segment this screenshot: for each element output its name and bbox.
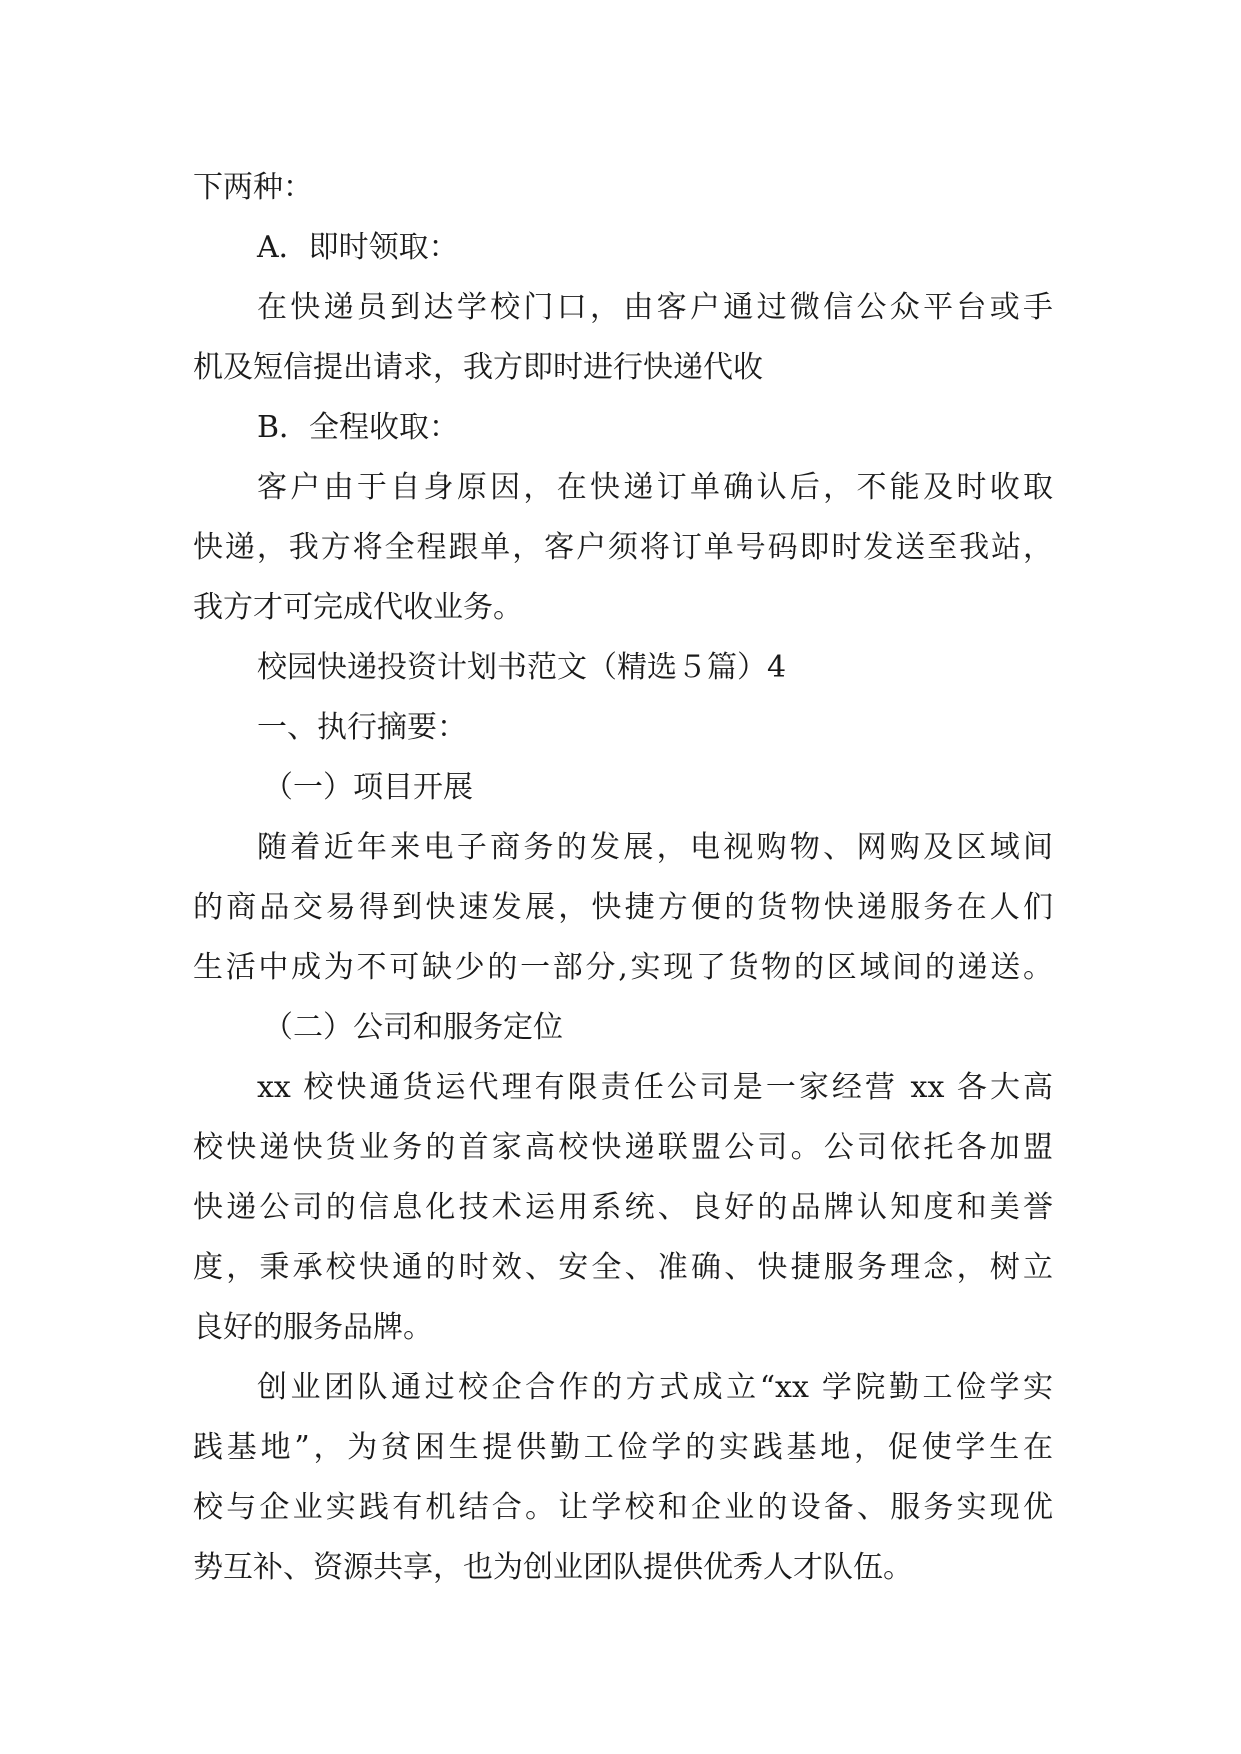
subsection-heading: （二）公司和服务定位: [263, 1010, 563, 1045]
paragraph-line: 势互补、资源共享，也为创业团队提供优秀人才队伍。: [193, 1550, 913, 1585]
list-item-heading: B．全程收取：: [257, 410, 460, 445]
paragraph-line: 在快递员到达学校门口，由客户通过微信公众平台或手: [257, 290, 1053, 325]
paragraph-line: 践基地”，为贫困生提供勤工俭学的实践基地，促使学生在: [193, 1430, 1053, 1465]
paragraph-line: 客户由于自身原因，在快递订单确认后，不能及时收取: [257, 470, 1053, 505]
paragraph-line: 校快递快货业务的首家高校快递联盟公司。公司依托各加盟: [193, 1130, 1053, 1165]
text-line: 下两种：: [193, 170, 313, 205]
paragraph-line: 随着近年来电子商务的发展，电视购物、网购及区域间: [257, 830, 1053, 865]
section-heading: 一、执行摘要：: [257, 710, 467, 745]
paragraph-line: 校与企业实践有机结合。让学校和企业的设备、服务实现优: [193, 1490, 1053, 1525]
paragraph-line: 的商品交易得到快速发展，快捷方便的货物快递服务在人们: [193, 890, 1053, 925]
paragraph-line: 快递公司的信息化技术运用系统、良好的品牌认知度和美誉: [193, 1190, 1053, 1225]
document-body: [193, 158, 1053, 1598]
paragraph-line: 机及短信提出请求，我方即时进行快递代收: [193, 350, 763, 385]
section-title: 校园快递投资计划书范文（精选５篇）4: [257, 650, 787, 685]
paragraph-line: 快递，我方将全程跟单，客户须将订单号码即时发送至我站，: [193, 530, 1053, 565]
paragraph-line: 我方才可完成代收业务。: [193, 590, 523, 625]
paragraph-line: 创业团队通过校企合作的方式成立“xx 学院勤工俭学实: [257, 1370, 1053, 1405]
paragraph-line: 生活中成为不可缺少的一部分,实现了货物的区域间的递送。: [193, 950, 1053, 985]
paragraph-line: xx 校快通货运代理有限责任公司是一家经营 xx 各大高: [257, 1070, 1053, 1105]
paragraph-line: 度，秉承校快通的时效、安全、准确、快捷服务理念，树立: [193, 1250, 1053, 1285]
subsection-heading: （一）项目开展: [263, 770, 473, 805]
paragraph-line: 良好的服务品牌。: [193, 1310, 433, 1345]
list-item-heading: A．即时领取：: [257, 230, 459, 265]
